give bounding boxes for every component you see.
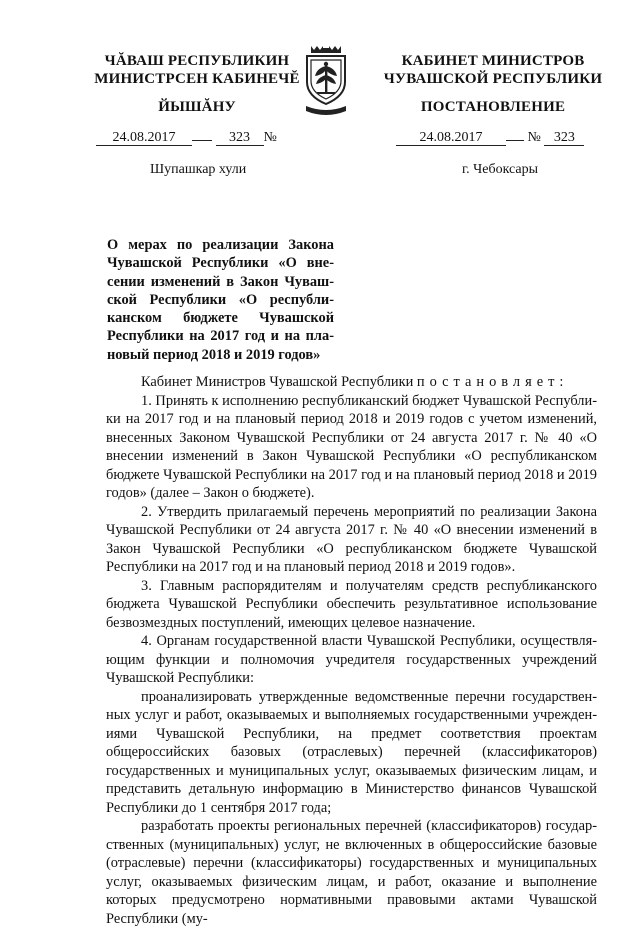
preamble-verb: постановляет:: [416, 374, 569, 390]
document-body: [106, 373, 597, 928]
paragraph-2: 2. Утвердить прилагаемый перечень мероприятий по реализации Закона Чувашской Республики от 24 августа 2017 г. № 40 «О внесении изменений в Закон Чувашской Республики «О республиканском бюджете Чувашской Республики на 2017 год и на плановый период 2018 и 2019 годов».: [106, 503, 597, 575]
chuvash-coat-of-arms-icon: [302, 42, 350, 118]
paragraph-4-item-2: разработать проекты региональных перечней (классификаторов) государственных (муниципальных) услуг, не включенных в общероссийские базовые (отраслевые) перечни (классификаторы) государственных и муниципальных услуг, оказываемых физическим лицам, и работ, оказание и выполнение которых предусмотрено нормативными правовыми актами Чувашской Республики (му-: [106, 818, 597, 927]
header-left-date-line: [96, 130, 277, 146]
header-right-date-line: [396, 130, 584, 146]
header-left-line1: ЧĂВАШ РЕСПУБЛИКИН: [104, 53, 290, 69]
preamble: [106, 373, 597, 392]
header-right-org: [382, 52, 604, 88]
header-right-doc-type: ПОСТАНОВЛЕНИЕ: [420, 99, 566, 115]
paragraph-3: 3. Главным распорядителям и получателям средств республиканского бюджета Чувашской Республики обеспечить результативное использование безвозмездных поступлений, имеющих целевое назначение.: [106, 577, 597, 631]
header-right-city: г. Чебоксары: [462, 162, 539, 177]
header-right-line1: КАБИНЕТ МИНИСТРОВ: [401, 53, 585, 69]
header-right-number: 323: [544, 130, 584, 146]
header-left-city: Шупашкар хули: [150, 162, 247, 177]
header-left-doc-type: ЙЫШĂНУ: [158, 99, 236, 115]
header-left-org: [92, 52, 302, 88]
header-left-number: 323: [216, 130, 264, 146]
paragraph-1: 1. Принять к исполнению республиканский бюджет Чувашской Республики на 2017 год и на плановый период 2018 и 2019 годов с учетом изменений, внесенных Законом Чувашской Республики от 24 августа 2017 г. № 40 «О внесении изменений в Закон Чувашской Республики «О республиканском бюджете Чувашской Республики на 2017 год и на плановый период 2018 и 2019 годов» (далее – Закон о бюджете).: [106, 392, 597, 501]
header-right-date: 24.08.2017: [396, 130, 506, 146]
paragraph-4-item-1: проанализировать утвержденные ведомственные перечни государственных услуг и работ, оказываемых и выполняемых государственными учреждениями Чувашской Республики, на предмет соответствия проектам общероссийских базовых (отраслевых) перечней (классификаторов) государственных и муниципальных услуг, оказываемых физическим лицам, и представить детальную информацию в Министерство финансов Чувашской Республики до 1 сентября 2017 года;: [106, 688, 597, 816]
header-right-line2: ЧУВАШСКОЙ РЕСПУБЛИКИ: [383, 71, 603, 87]
header-left-date: 24.08.2017: [96, 130, 192, 146]
document-title: О мерах по реализации Закона Чувашской Республики «О внесении изменений в Закон Чувашской Республики «О республиканском бюджете Чувашской Республики на 2017 год и на плановый период 2018 и 2019 годов»: [107, 237, 334, 363]
header-left-number-sign: №: [263, 130, 277, 145]
preamble-text: Кабинет Министров Чувашской Республики: [141, 374, 414, 390]
paragraph-4: 4. Органам государственной власти Чувашской Республики, осуществляющим функции и полномочия учредителя государственных учреждений Чувашской Республики:: [106, 633, 597, 686]
header-right-number-sign: №: [527, 130, 541, 145]
header-left-line2: МИНИСТРСЕН КАБИНЕЧĔ: [94, 71, 300, 87]
